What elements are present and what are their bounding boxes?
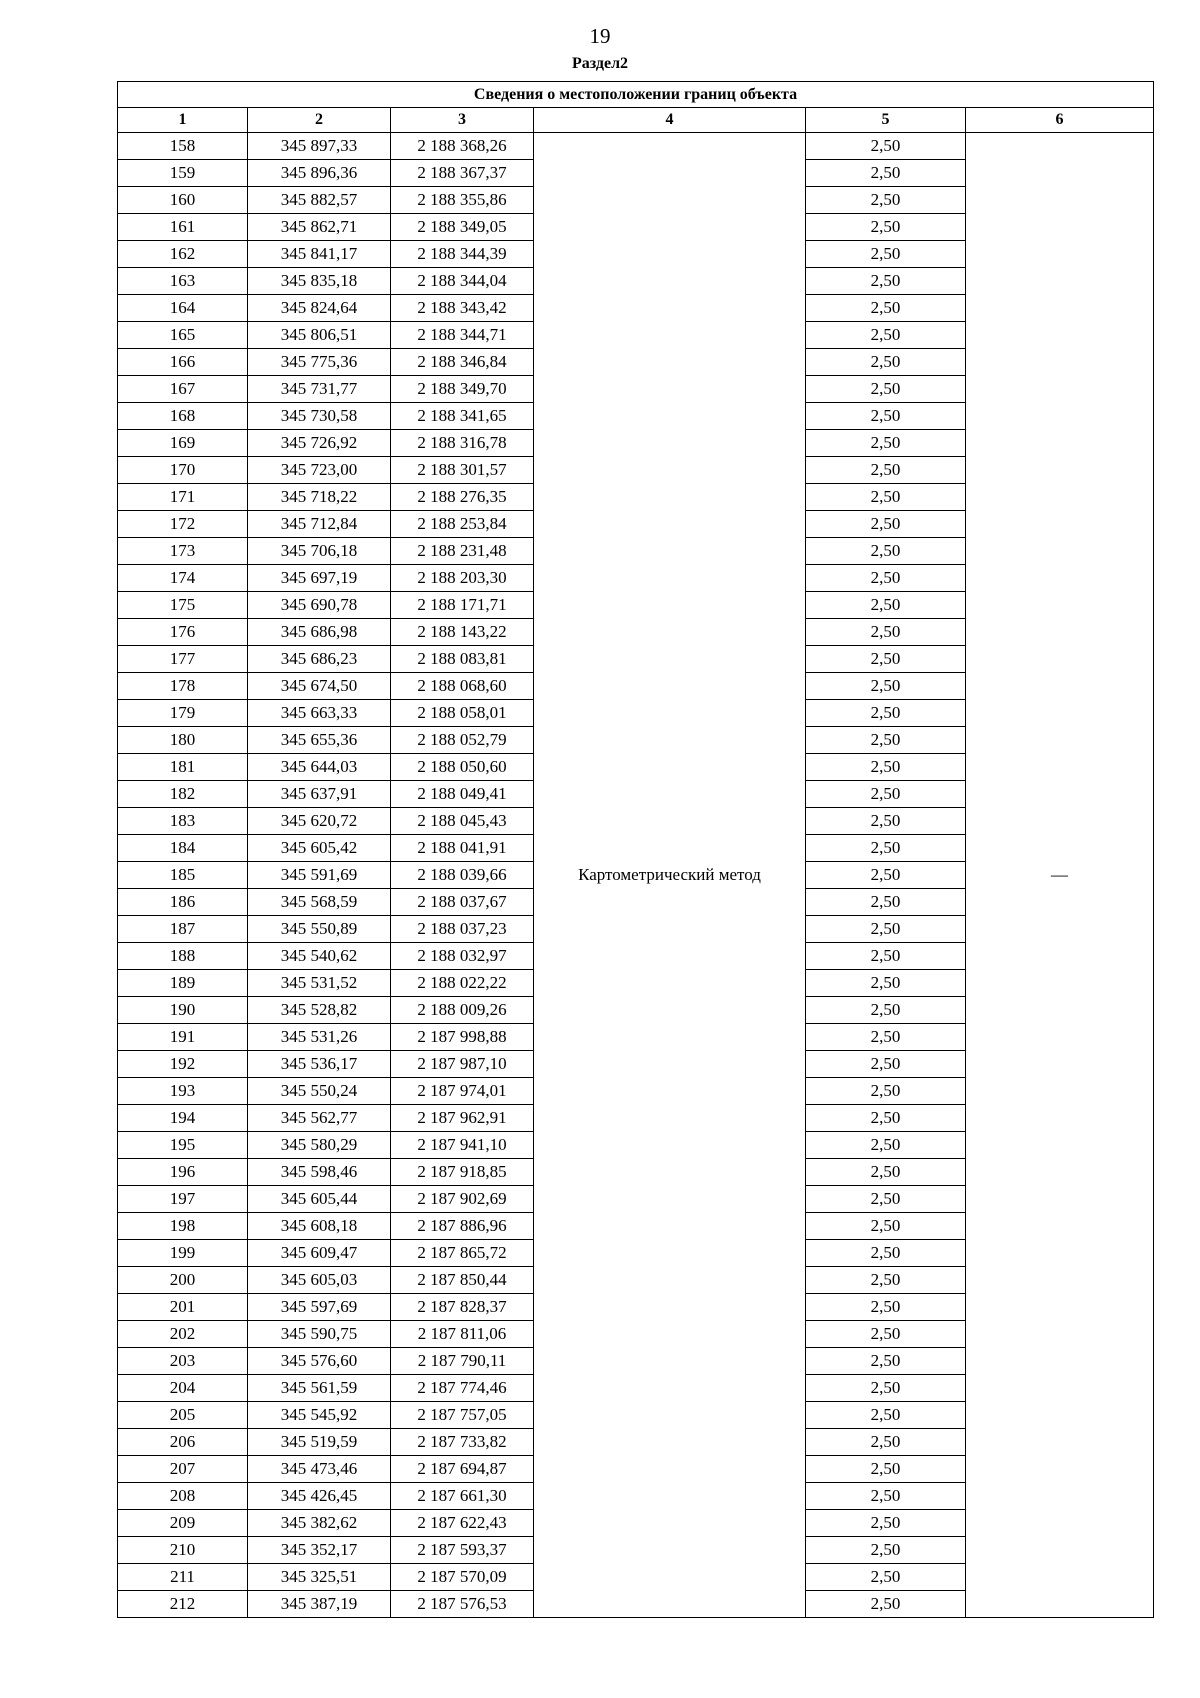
accuracy-cell: 2,50 <box>806 835 966 862</box>
accuracy-cell: 2,50 <box>806 619 966 646</box>
point-number-cell: 180 <box>118 727 248 754</box>
x-coordinate-cell: 345 731,77 <box>248 376 391 403</box>
x-coordinate-cell: 345 897,33 <box>248 133 391 160</box>
accuracy-cell: 2,50 <box>806 727 966 754</box>
y-coordinate-cell: 2 187 962,91 <box>391 1105 534 1132</box>
y-coordinate-cell: 2 188 368,26 <box>391 133 534 160</box>
accuracy-cell: 2,50 <box>806 673 966 700</box>
x-coordinate-cell: 345 550,24 <box>248 1078 391 1105</box>
point-number-cell: 207 <box>118 1456 248 1483</box>
y-coordinate-cell: 2 188 009,26 <box>391 997 534 1024</box>
accuracy-cell: 2,50 <box>806 214 966 241</box>
y-coordinate-cell: 2 188 045,43 <box>391 808 534 835</box>
accuracy-cell: 2,50 <box>806 1240 966 1267</box>
y-coordinate-cell: 2 187 850,44 <box>391 1267 534 1294</box>
x-coordinate-cell: 345 726,92 <box>248 430 391 457</box>
x-coordinate-cell: 345 550,89 <box>248 916 391 943</box>
y-coordinate-cell: 2 188 068,60 <box>391 673 534 700</box>
column-header-1: 1 <box>118 108 248 133</box>
accuracy-cell: 2,50 <box>806 1483 966 1510</box>
y-coordinate-cell: 2 188 367,37 <box>391 160 534 187</box>
x-coordinate-cell: 345 540,62 <box>248 943 391 970</box>
point-number-cell: 202 <box>118 1321 248 1348</box>
accuracy-cell: 2,50 <box>806 349 966 376</box>
accuracy-cell: 2,50 <box>806 646 966 673</box>
x-coordinate-cell: 345 609,47 <box>248 1240 391 1267</box>
x-coordinate-cell: 345 690,78 <box>248 592 391 619</box>
x-coordinate-cell: 345 531,26 <box>248 1024 391 1051</box>
y-coordinate-cell: 2 187 576,53 <box>391 1591 534 1618</box>
x-coordinate-cell: 345 597,69 <box>248 1294 391 1321</box>
point-number-cell: 200 <box>118 1267 248 1294</box>
accuracy-cell: 2,50 <box>806 1159 966 1186</box>
y-coordinate-cell: 2 187 694,87 <box>391 1456 534 1483</box>
x-coordinate-cell: 345 426,45 <box>248 1483 391 1510</box>
point-number-cell: 189 <box>118 970 248 997</box>
y-coordinate-cell: 2 187 593,37 <box>391 1537 534 1564</box>
accuracy-cell: 2,50 <box>806 916 966 943</box>
point-number-cell: 166 <box>118 349 248 376</box>
point-number-cell: 187 <box>118 916 248 943</box>
y-coordinate-cell: 2 188 171,71 <box>391 592 534 619</box>
accuracy-cell: 2,50 <box>806 1429 966 1456</box>
point-number-cell: 212 <box>118 1591 248 1618</box>
y-coordinate-cell: 2 188 316,78 <box>391 430 534 457</box>
table-body <box>118 133 1154 1618</box>
y-coordinate-cell: 2 187 622,43 <box>391 1510 534 1537</box>
point-number-cell: 205 <box>118 1402 248 1429</box>
point-number-cell: 168 <box>118 403 248 430</box>
x-coordinate-cell: 345 325,51 <box>248 1564 391 1591</box>
accuracy-cell: 2,50 <box>806 754 966 781</box>
x-coordinate-cell: 345 598,46 <box>248 1159 391 1186</box>
x-coordinate-cell: 345 562,77 <box>248 1105 391 1132</box>
x-coordinate-cell: 345 835,18 <box>248 268 391 295</box>
y-coordinate-cell: 2 187 941,10 <box>391 1132 534 1159</box>
accuracy-cell: 2,50 <box>806 268 966 295</box>
y-coordinate-cell: 2 187 774,46 <box>391 1375 534 1402</box>
point-number-cell: 181 <box>118 754 248 781</box>
x-coordinate-cell: 345 605,44 <box>248 1186 391 1213</box>
accuracy-cell: 2,50 <box>806 997 966 1024</box>
point-number-cell: 170 <box>118 457 248 484</box>
y-coordinate-cell: 2 188 083,81 <box>391 646 534 673</box>
y-coordinate-cell: 2 188 344,39 <box>391 241 534 268</box>
point-number-cell: 185 <box>118 862 248 889</box>
x-coordinate-cell: 345 576,60 <box>248 1348 391 1375</box>
y-coordinate-cell: 2 187 987,10 <box>391 1051 534 1078</box>
point-number-cell: 196 <box>118 1159 248 1186</box>
point-number-cell: 194 <box>118 1105 248 1132</box>
accuracy-cell: 2,50 <box>806 1105 966 1132</box>
y-coordinate-cell: 2 188 341,65 <box>391 403 534 430</box>
point-number-cell: 208 <box>118 1483 248 1510</box>
point-number-cell: 159 <box>118 160 248 187</box>
y-coordinate-cell: 2 187 865,72 <box>391 1240 534 1267</box>
y-coordinate-cell: 2 188 143,22 <box>391 619 534 646</box>
y-coordinate-cell: 2 187 974,01 <box>391 1078 534 1105</box>
accuracy-cell: 2,50 <box>806 187 966 214</box>
x-coordinate-cell: 345 591,69 <box>248 862 391 889</box>
x-coordinate-cell: 345 841,17 <box>248 241 391 268</box>
point-number-cell: 186 <box>118 889 248 916</box>
x-coordinate-cell: 345 620,72 <box>248 808 391 835</box>
x-coordinate-cell: 345 655,36 <box>248 727 391 754</box>
accuracy-cell: 2,50 <box>806 430 966 457</box>
y-coordinate-cell: 2 188 349,05 <box>391 214 534 241</box>
y-coordinate-cell: 2 188 344,04 <box>391 268 534 295</box>
accuracy-cell: 2,50 <box>806 1267 966 1294</box>
y-coordinate-cell: 2 188 301,57 <box>391 457 534 484</box>
y-coordinate-cell: 2 188 253,84 <box>391 511 534 538</box>
point-number-cell: 174 <box>118 565 248 592</box>
point-number-cell: 160 <box>118 187 248 214</box>
point-number-cell: 178 <box>118 673 248 700</box>
method-cell: Картометрический метод <box>534 133 806 1618</box>
point-number-cell: 161 <box>118 214 248 241</box>
column-header-4: 4 <box>534 108 806 133</box>
y-coordinate-cell: 2 188 052,79 <box>391 727 534 754</box>
y-coordinate-cell: 2 188 022,22 <box>391 970 534 997</box>
y-coordinate-cell: 2 188 032,97 <box>391 943 534 970</box>
point-number-cell: 163 <box>118 268 248 295</box>
y-coordinate-cell: 2 187 790,11 <box>391 1348 534 1375</box>
accuracy-cell: 2,50 <box>806 1402 966 1429</box>
x-coordinate-cell: 345 528,82 <box>248 997 391 1024</box>
point-number-cell: 192 <box>118 1051 248 1078</box>
table-caption-row <box>118 82 1154 108</box>
accuracy-cell: 2,50 <box>806 862 966 889</box>
accuracy-cell: 2,50 <box>806 1321 966 1348</box>
y-coordinate-cell: 2 188 058,01 <box>391 700 534 727</box>
accuracy-cell: 2,50 <box>806 700 966 727</box>
x-coordinate-cell: 345 686,23 <box>248 646 391 673</box>
x-coordinate-cell: 345 568,59 <box>248 889 391 916</box>
point-number-cell: 198 <box>118 1213 248 1240</box>
x-coordinate-cell: 345 519,59 <box>248 1429 391 1456</box>
accuracy-cell: 2,50 <box>806 538 966 565</box>
y-coordinate-cell: 2 188 037,23 <box>391 916 534 943</box>
point-number-cell: 172 <box>118 511 248 538</box>
point-number-cell: 165 <box>118 322 248 349</box>
accuracy-cell: 2,50 <box>806 322 966 349</box>
point-number-cell: 209 <box>118 1510 248 1537</box>
y-coordinate-cell: 2 188 037,67 <box>391 889 534 916</box>
point-number-cell: 195 <box>118 1132 248 1159</box>
point-number-cell: 211 <box>118 1564 248 1591</box>
point-number-cell: 158 <box>118 133 248 160</box>
y-coordinate-cell: 2 188 049,41 <box>391 781 534 808</box>
y-coordinate-cell: 2 188 276,35 <box>391 484 534 511</box>
accuracy-cell: 2,50 <box>806 1132 966 1159</box>
y-coordinate-cell: 2 187 886,96 <box>391 1213 534 1240</box>
accuracy-cell: 2,50 <box>806 484 966 511</box>
point-number-cell: 206 <box>118 1429 248 1456</box>
point-number-cell: 190 <box>118 997 248 1024</box>
accuracy-cell: 2,50 <box>806 781 966 808</box>
column-header-5: 5 <box>806 108 966 133</box>
accuracy-cell: 2,50 <box>806 1510 966 1537</box>
accuracy-cell: 2,50 <box>806 511 966 538</box>
point-number-cell: 199 <box>118 1240 248 1267</box>
accuracy-cell: 2,50 <box>806 565 966 592</box>
accuracy-cell: 2,50 <box>806 1078 966 1105</box>
x-coordinate-cell: 345 387,19 <box>248 1591 391 1618</box>
accuracy-cell: 2,50 <box>806 1537 966 1564</box>
x-coordinate-cell: 345 352,17 <box>248 1537 391 1564</box>
column-header-6: 6 <box>966 108 1154 133</box>
accuracy-cell: 2,50 <box>806 241 966 268</box>
x-coordinate-cell: 345 637,91 <box>248 781 391 808</box>
accuracy-cell: 2,50 <box>806 295 966 322</box>
notes-cell: — <box>966 133 1154 1618</box>
y-coordinate-cell: 2 188 231,48 <box>391 538 534 565</box>
x-coordinate-cell: 345 674,50 <box>248 673 391 700</box>
y-coordinate-cell: 2 188 343,42 <box>391 295 534 322</box>
point-number-cell: 171 <box>118 484 248 511</box>
y-coordinate-cell: 2 187 998,88 <box>391 1024 534 1051</box>
y-coordinate-cell: 2 188 039,66 <box>391 862 534 889</box>
x-coordinate-cell: 345 382,62 <box>248 1510 391 1537</box>
y-coordinate-cell: 2 188 355,86 <box>391 187 534 214</box>
x-coordinate-cell: 345 706,18 <box>248 538 391 565</box>
accuracy-cell: 2,50 <box>806 1456 966 1483</box>
y-coordinate-cell: 2 188 344,71 <box>391 322 534 349</box>
point-number-cell: 177 <box>118 646 248 673</box>
accuracy-cell: 2,50 <box>806 1375 966 1402</box>
point-number-cell: 176 <box>118 619 248 646</box>
x-coordinate-cell: 345 473,46 <box>248 1456 391 1483</box>
point-number-cell: 188 <box>118 943 248 970</box>
x-coordinate-cell: 345 882,57 <box>248 187 391 214</box>
x-coordinate-cell: 345 824,64 <box>248 295 391 322</box>
y-coordinate-cell: 2 187 661,30 <box>391 1483 534 1510</box>
x-coordinate-cell: 345 531,52 <box>248 970 391 997</box>
point-number-cell: 175 <box>118 592 248 619</box>
x-coordinate-cell: 345 561,59 <box>248 1375 391 1402</box>
accuracy-cell: 2,50 <box>806 133 966 160</box>
accuracy-cell: 2,50 <box>806 970 966 997</box>
y-coordinate-cell: 2 187 757,05 <box>391 1402 534 1429</box>
page-number: 19 <box>589 24 611 48</box>
point-number-cell: 164 <box>118 295 248 322</box>
accuracy-cell: 2,50 <box>806 160 966 187</box>
accuracy-cell: 2,50 <box>806 943 966 970</box>
x-coordinate-cell: 345 545,92 <box>248 1402 391 1429</box>
y-coordinate-cell: 2 188 041,91 <box>391 835 534 862</box>
point-number-cell: 167 <box>118 376 248 403</box>
x-coordinate-cell: 345 712,84 <box>248 511 391 538</box>
x-coordinate-cell: 345 686,98 <box>248 619 391 646</box>
column-header-2: 2 <box>248 108 391 133</box>
y-coordinate-cell: 2 188 050,60 <box>391 754 534 781</box>
accuracy-cell: 2,50 <box>806 1564 966 1591</box>
x-coordinate-cell: 345 605,03 <box>248 1267 391 1294</box>
x-coordinate-cell: 345 718,22 <box>248 484 391 511</box>
x-coordinate-cell: 345 896,36 <box>248 160 391 187</box>
point-number-cell: 182 <box>118 781 248 808</box>
accuracy-cell: 2,50 <box>806 889 966 916</box>
y-coordinate-cell: 2 188 349,70 <box>391 376 534 403</box>
y-coordinate-cell: 2 188 203,30 <box>391 565 534 592</box>
accuracy-cell: 2,50 <box>806 1348 966 1375</box>
x-coordinate-cell: 345 730,58 <box>248 403 391 430</box>
x-coordinate-cell: 345 862,71 <box>248 214 391 241</box>
point-number-cell: 197 <box>118 1186 248 1213</box>
point-number-cell: 201 <box>118 1294 248 1321</box>
y-coordinate-cell: 2 187 902,69 <box>391 1186 534 1213</box>
point-number-cell: 184 <box>118 835 248 862</box>
point-number-cell: 162 <box>118 241 248 268</box>
point-number-cell: 183 <box>118 808 248 835</box>
column-header-3: 3 <box>391 108 534 133</box>
accuracy-cell: 2,50 <box>806 457 966 484</box>
x-coordinate-cell: 345 644,03 <box>248 754 391 781</box>
accuracy-cell: 2,50 <box>806 808 966 835</box>
y-coordinate-cell: 2 187 918,85 <box>391 1159 534 1186</box>
accuracy-cell: 2,50 <box>806 592 966 619</box>
coordinates-table <box>117 81 1154 1618</box>
x-coordinate-cell: 345 605,42 <box>248 835 391 862</box>
x-coordinate-cell: 345 775,36 <box>248 349 391 376</box>
point-number-cell: 193 <box>118 1078 248 1105</box>
y-coordinate-cell: 2 187 733,82 <box>391 1429 534 1456</box>
accuracy-cell: 2,50 <box>806 1186 966 1213</box>
accuracy-cell: 2,50 <box>806 1051 966 1078</box>
x-coordinate-cell: 345 608,18 <box>248 1213 391 1240</box>
x-coordinate-cell: 345 590,75 <box>248 1321 391 1348</box>
accuracy-cell: 2,50 <box>806 376 966 403</box>
point-number-cell: 173 <box>118 538 248 565</box>
x-coordinate-cell: 345 580,29 <box>248 1132 391 1159</box>
y-coordinate-cell: 2 188 346,84 <box>391 349 534 376</box>
table-caption: Сведения о местоположении границ объекта <box>118 82 1154 108</box>
x-coordinate-cell: 345 663,33 <box>248 700 391 727</box>
x-coordinate-cell: 345 723,00 <box>248 457 391 484</box>
point-number-cell: 191 <box>118 1024 248 1051</box>
accuracy-cell: 2,50 <box>806 1294 966 1321</box>
accuracy-cell: 2,50 <box>806 403 966 430</box>
y-coordinate-cell: 2 187 811,06 <box>391 1321 534 1348</box>
x-coordinate-cell: 345 536,17 <box>248 1051 391 1078</box>
table-row <box>118 133 1154 160</box>
accuracy-cell: 2,50 <box>806 1024 966 1051</box>
point-number-cell: 169 <box>118 430 248 457</box>
x-coordinate-cell: 345 806,51 <box>248 322 391 349</box>
section-title: Раздел2 <box>571 55 629 72</box>
accuracy-cell: 2,50 <box>806 1213 966 1240</box>
y-coordinate-cell: 2 187 570,09 <box>391 1564 534 1591</box>
accuracy-cell: 2,50 <box>806 1591 966 1618</box>
table-header-row <box>118 108 1154 133</box>
y-coordinate-cell: 2 187 828,37 <box>391 1294 534 1321</box>
point-number-cell: 203 <box>118 1348 248 1375</box>
point-number-cell: 204 <box>118 1375 248 1402</box>
x-coordinate-cell: 345 697,19 <box>248 565 391 592</box>
point-number-cell: 210 <box>118 1537 248 1564</box>
point-number-cell: 179 <box>118 700 248 727</box>
